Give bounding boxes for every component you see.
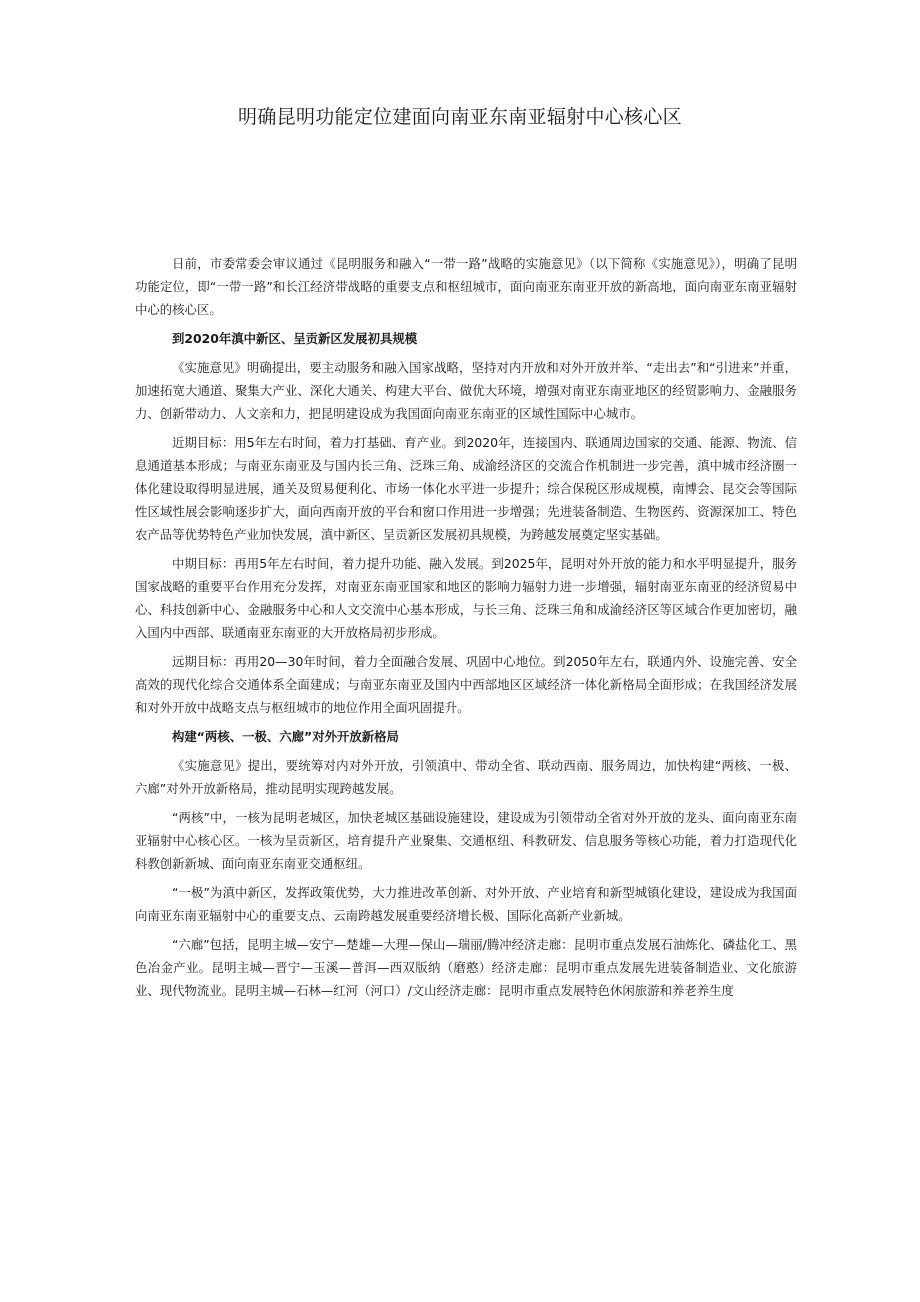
body-paragraph: “一极”为滇中新区，发挥政策优势，大力推进改革创新、对外开放、产业培育和新型城镇化建设，建设成为我国面向南亚东南亚辐射中心的重要支点、云南跨越发展重要经济增长极、国际化高新产业新城。 bbox=[135, 885, 797, 923]
body-paragraph: 中期目标：再用5年左右时间，着力提升功能、融入发展。到2025年，昆明对外开放的能力和水平明显提升，服务国家战略的重要平台作用充分发挥，对南亚东南亚国家和地区的影响力辐射力进一步增强，辐射南亚东南亚的经济贸易中心、科技创新中心、金融服务中心和人文交流中心基本形成，与长三角、泛珠三角和成渝经济区等区域合作更加密切，融入国内中西部、联通南亚东南亚的大开放格局初步形成。 bbox=[135, 556, 797, 640]
body-paragraph: “两核”中，一核为昆明老城区，加快老城区基础设施建设，建设成为引领带动全省对外开放的龙头、面向南亚东南亚辐射中心核心区。一核为呈贡新区，培育提升产业聚集、交通枢纽、科教研发、信息服务等核心功能，着力打造现代化科教创新新城、面向南亚东南亚交通枢纽。 bbox=[135, 810, 797, 871]
body-paragraph: “六廊”包括，昆明主城—安宁—楚雄—大理—保山—瑞丽/腾冲经济走廊：昆明市重点发展石油炼化、磷盐化工、黑色冶金产业。昆明主城—晋宁—玉溪—普洱—西双版纳（磨憨）经济走廊：昆明市重点发展先进装备制造业、文化旅游业、现代物流业。昆明主城—石林—红河（河口）/文山经济走廊：昆明市重点发展特色休闲旅游和养老养生度 bbox=[135, 937, 797, 998]
body-paragraph: 《实施意见》提出，要统筹对内对外开放，引领滇中、带动全省、联动西南、服务周边，加快构建“两核、一极、六廊”对外开放新格局，推动昆明实现跨越发展。 bbox=[135, 758, 797, 796]
section-heading: 构建“两核、一极、六廊”对外开放新格局 bbox=[172, 729, 399, 744]
document-body bbox=[135, 252, 797, 1008]
body-paragraph: 近期目标：用5年左右时间，着力打基础、育产业。到2020年，连接国内、联通周边国家的交通、能源、物流、信息通道基本形成；与南亚东南亚及与国内长三角、泛珠三角、成渝经济区的交流合作机制进一步完善，滇中城市经济圈一体化建设取得明显进展，通关及贸易便利化、市场一体化水平进一步提升；综合保税区形成规模，南博会、昆交会等国际性区域性展会影响逐步扩大，面向西南开放的平台和窗口作用进一步增强；先进装备制造、生物医药、资源深加工、特色农产品等优势特色产业加快发展，滇中新区、呈贡新区发展初具规模，为跨越发展奠定坚实基础。 bbox=[135, 435, 797, 542]
body-paragraph: 日前，市委常委会审议通过《昆明服务和融入“一带一路”战略的实施意见》（以下简称《实施意见》），明确了昆明功能定位，即“一带一路”和长江经济带战略的重要支点和枢纽城市，面向南亚东南亚开放的新高地，面向南亚东南亚辐射中心的核心区。 bbox=[135, 256, 797, 317]
body-paragraph: 《实施意见》明确提出，要主动服务和融入国家战略，坚持对内开放和对外开放并举、“走出去”和“引进来”并重，加速拓宽大通道、聚集大产业、深化大通关、构建大平台、做优大环境，增强对南亚东南亚地区的经贸影响力、金融服务力、创新带动力、人文亲和力，把昆明建设成为我国面向南亚东南亚的区域性国际中心城市。 bbox=[135, 360, 797, 421]
document-title: 明确昆明功能定位建面向南亚东南亚辐射中心核心区 bbox=[238, 106, 682, 128]
body-paragraph: 远期目标：再用20—30年时间，着力全面融合发展、巩固中心地位。到2050年左右，联通内外、设施完善、安全高效的现代化综合交通体系全面建成；与南亚东南亚及国内中西部地区区域经济一体化新格局全面形成；在我国经济发展和对外开放中战略支点与枢纽城市的地位作用全面巩固提升。 bbox=[135, 654, 797, 715]
section-heading: 到2020年滇中新区、呈贡新区发展初具规模 bbox=[172, 331, 418, 346]
